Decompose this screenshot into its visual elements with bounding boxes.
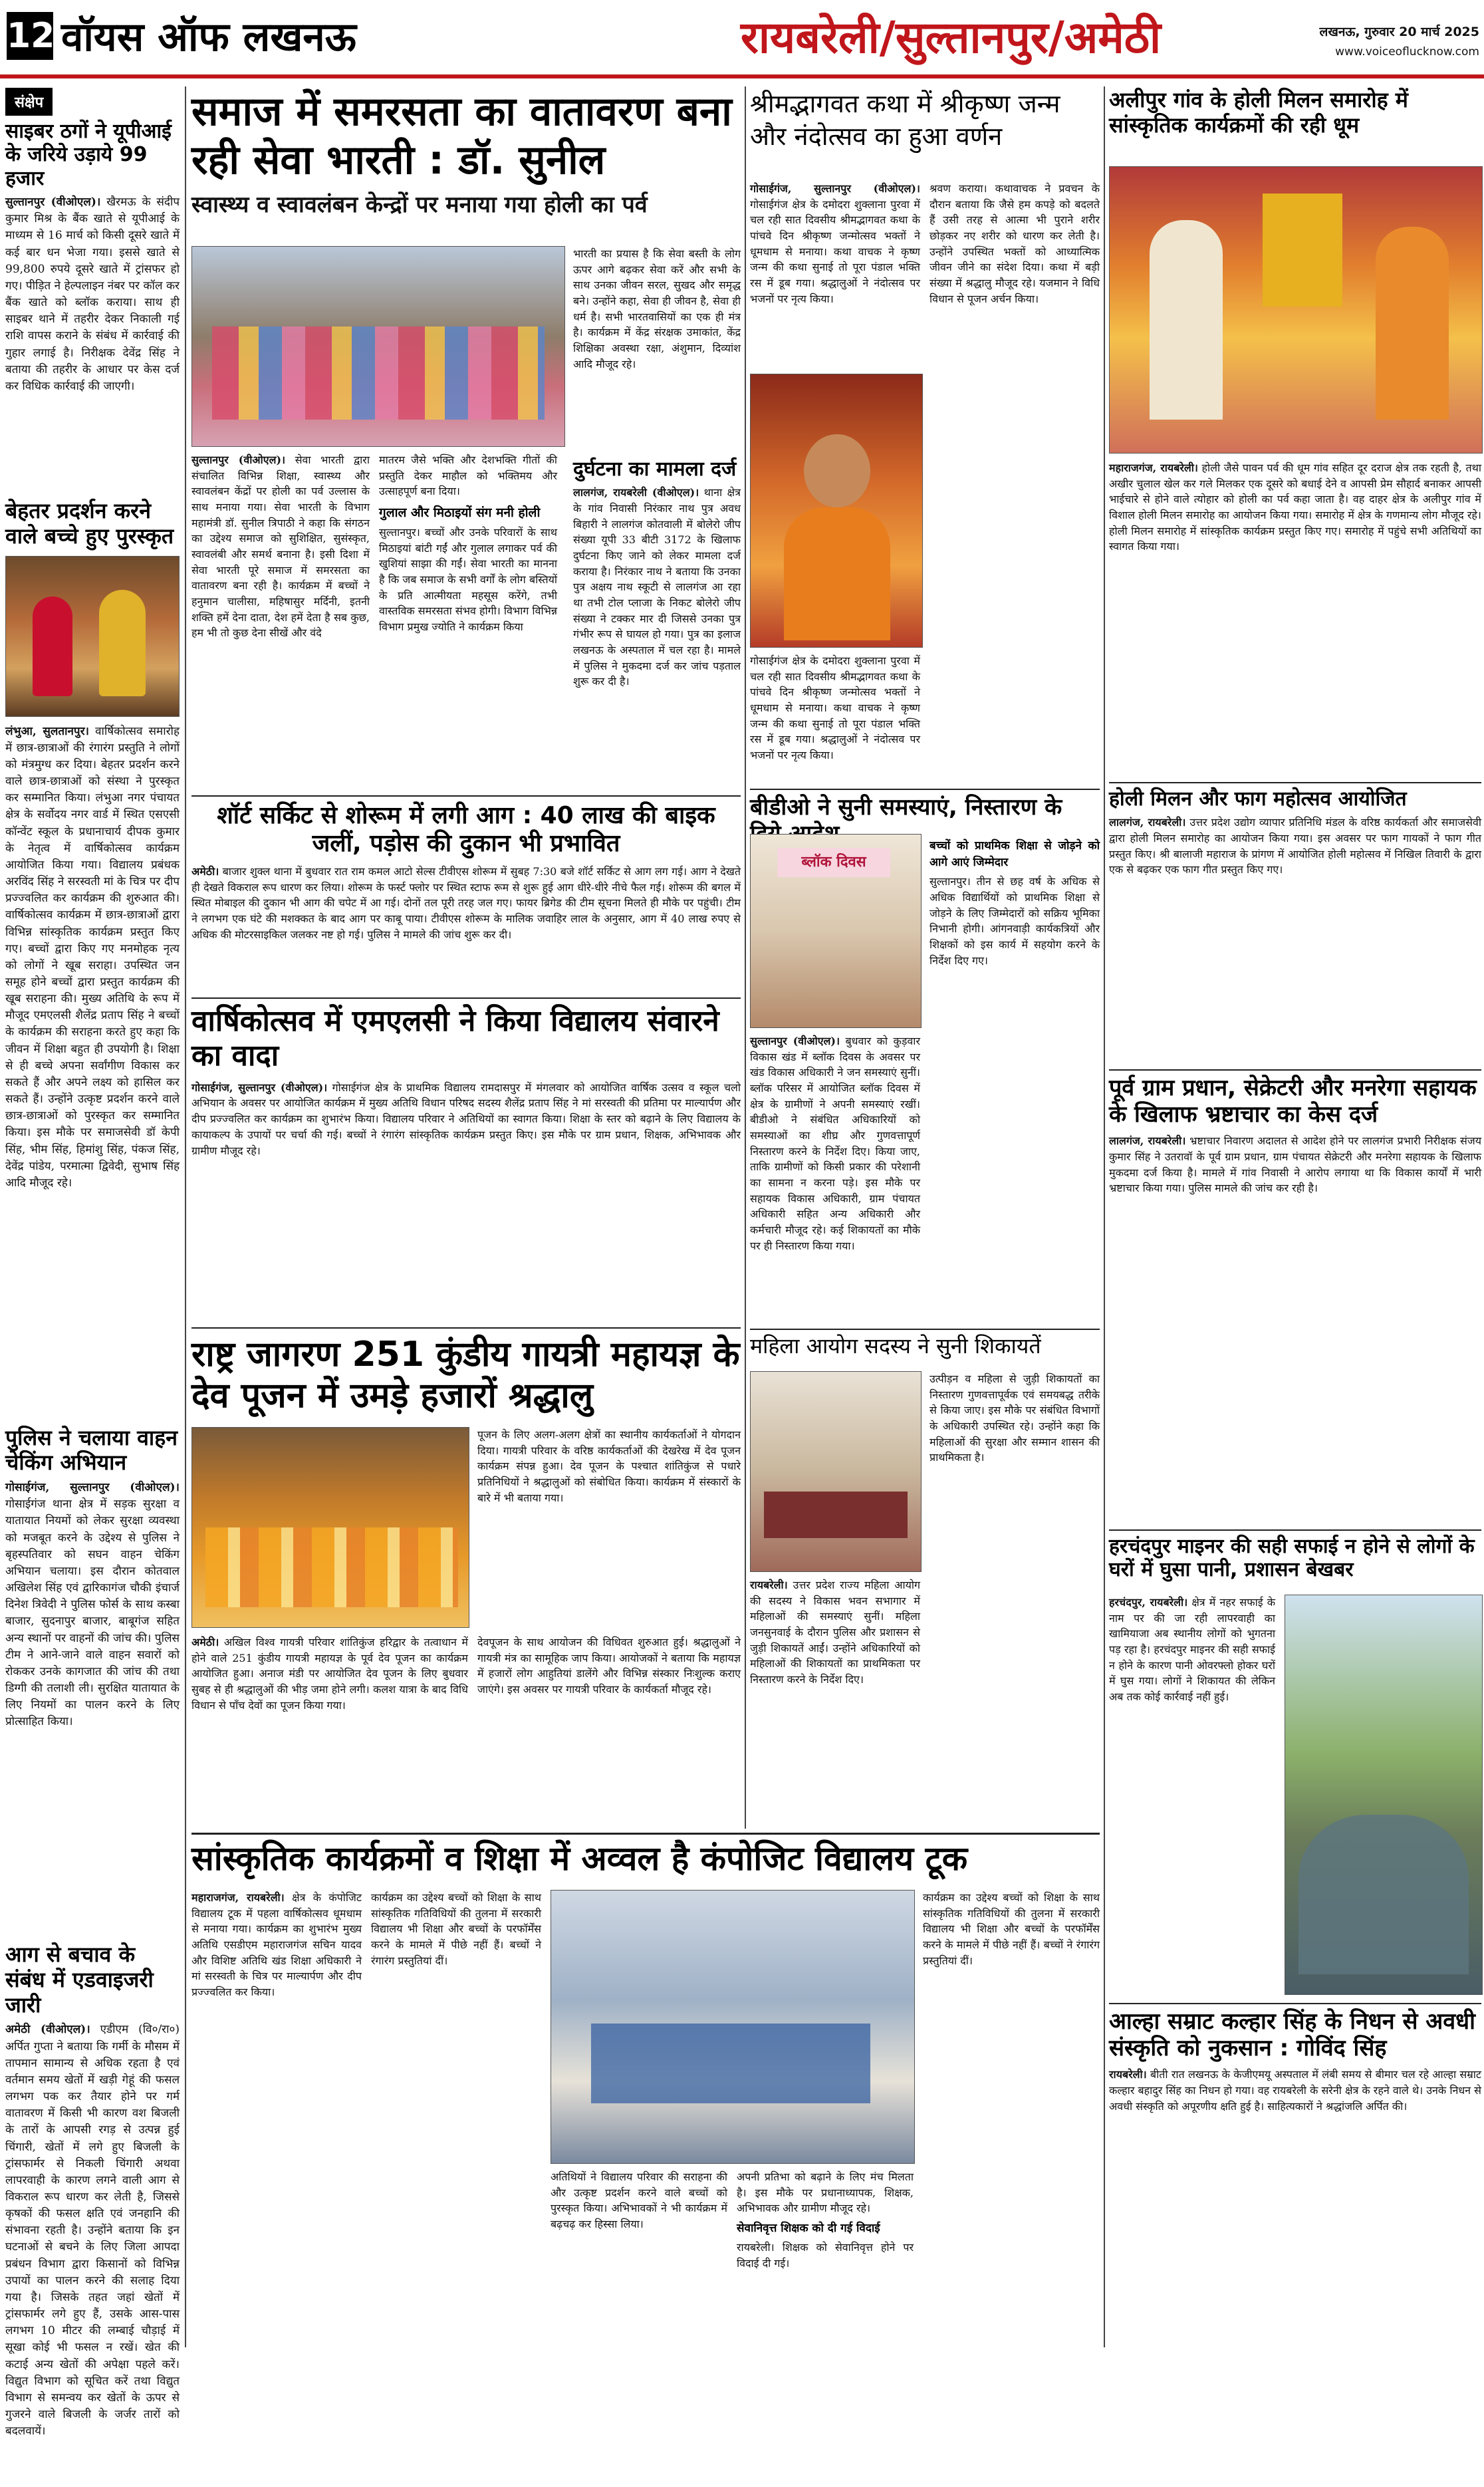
bhagwat-col2 bbox=[929, 181, 1100, 779]
bhagwat-col1b bbox=[750, 653, 920, 779]
page-number: 12 bbox=[7, 12, 53, 60]
holi-milan-photo bbox=[1109, 166, 1483, 454]
dateline: लालगंज, रायबरेली। bbox=[1109, 816, 1186, 829]
article-text: रायबरेली। शिक्षक को सेवानिवृत्त होने पर विदाई दी गई। bbox=[737, 2241, 914, 2270]
dateline: गोसाईगंज, सुल्तानपुर (वीओएल)। bbox=[5, 1481, 180, 1495]
sevabharati-col3 bbox=[573, 246, 741, 458]
holi-milan-headline: अलीपुर गांव के होली मिलन समारोह में सांस्कृतिक कार्यक्रमों की रही धूम bbox=[1109, 87, 1408, 138]
bhagwat-col1 bbox=[750, 181, 920, 367]
dateline: अमेठी। bbox=[191, 1636, 219, 1648]
holi-milan-text bbox=[1109, 460, 1481, 773]
article-text: किया जाए, ताकि ग्रामीणों को किसी प्रकार की परेशानी का सामना न करना पड़े। इस मौके पर सहायक विकास अधिकारी, ग्राम पंचायत अधिकारी सहित अन्य अधिकारी और कर्मचारी मौजूद रहे। कई शिकायतों का मौके पर ही निस्तारण किया गया। bbox=[750, 1144, 920, 1252]
pradhan-headline: पूर्व ग्राम प्रधान, सेक्रेटरी और मनरेगा सहायक के खिलाफ भ्रष्टाचार का केस दर्ज bbox=[1109, 1075, 1477, 1128]
paper-name: वॉयस ऑफ लखनऊ bbox=[61, 14, 356, 61]
sevabharati-headline: समाज में समरसता का वातावरण बना रही सेवा भारती : डॉ. सुनील bbox=[191, 88, 732, 184]
sankshep-headline-1: साइबर ठगों ने यूपीआई के जरिये उड़ाये 99 हजार bbox=[5, 120, 172, 190]
bdo-col1 bbox=[750, 1033, 920, 1319]
kalhar-headline: आल्हा सम्राट कल्हार सिंह के निधन से अवधी संस्कृति को नुकसान : गोविंद सिंह bbox=[1109, 2008, 1475, 2062]
article-text: देवपूजन के साथ आयोजन की विधिवत शुरुआत हुई। श्रद्धालुओं ने गायत्री मंत्र का सामूहिक जाप किया। आयोजकों ने बताया कि महायज्ञ में हजारों लोग आहुतियां डालेंगे और विभिन्न संस्कार निःशुल्क कराए जाएंगे। इस अवसर पर गायत्री परिवार के कार्यकर्ता मौजूद रहे। bbox=[477, 1636, 741, 1696]
pradhan-article bbox=[1109, 1075, 1481, 1527]
shortcircuit-text bbox=[191, 864, 741, 983]
article-text: उत्तर प्रदेश राज्य महिला आयोग की सदस्य ने विकास भवन सभागार में महिलाओं की समस्याएं सुनीं। महिला जनसुनवाई के दौरान पुलिस और प्रशासन से जुड़ी शिकायतें आईं। उन्होंने अधिकारियों को महिलाओं की शिकायतों का प्राथमिकता पर निस्तारण करने के निर्देश दिए। bbox=[750, 1579, 921, 1686]
article-text: थाना क्षेत्र के गांव निवासी निरंकार नाथ पुत्र अवध बिहारी ने लालगंज कोतवाली में बोलेरो जीप संख्या यूपी 33 बीटी 3172 के खिलाफ दुर्घटना किए जाने को लेकर मामला दर्ज कराया है। निरंकार नाथ ने बताया कि उनका पुत्र अक्षय नाथ स्कूटी से लालगंज आ रहा था तभी टोल प्लाजा के निकट बोलेरो जीप संख्या ने टक्कर मार दी जिससे उनका पुत्र गंभीर रूप से घायल हो गया। पुत्र का इलाज लखनऊ के अस्पताल में चल रहा है। मामले में पुलिस ने मुकदमा दर्ज कर जांच पड़ताल शुरू कर दी है। bbox=[573, 486, 741, 688]
article-text: कार्यक्रम का उद्देश्य बच्चों को शिक्षा के साथ सांस्कृतिक गतिविधियों की तुलना में सरकारी विद्यालय भी शिक्षा और बच्चों के परफॉर्मेंस करने के मामले में पीछे नहीं हैं। बच्चों ने रंगारंग प्रस्तुतियां दीं। bbox=[371, 1891, 541, 1967]
bdo-headline: बीडीओ ने सुनी समस्याएं, निस्तारण के bbox=[750, 794, 1062, 821]
minor-article bbox=[1109, 1535, 1481, 2000]
sevabharati-photo bbox=[191, 246, 565, 447]
bhagwat-article bbox=[750, 88, 1100, 786]
mahila-col2 bbox=[929, 1371, 1100, 1823]
bdo-col3 bbox=[929, 834, 1100, 1319]
sankshep-text-3 bbox=[5, 1480, 180, 1932]
sevabharati-subheading: गुलाल और मिठाइयों संग मनी होली bbox=[379, 505, 541, 521]
gayatri-col3 bbox=[477, 1635, 741, 1827]
mlc-headline: वार्षिकोत्सव में एमएलसी ने किया विद्यालय संवारने का वादा bbox=[191, 1004, 719, 1073]
article-text: क्षेत्र में नहर सफाई के नाम पर की जा रही लापरवाही का खामियाजा अब स्थानीय लोगों को भुगतना पड़ रहा है। हरचंदपुर माइनर की सही सफाई न होने के कारण पानी ओवरफ्लो होकर घरों में घुस गया। लोगों ने शिकायत की लेकिन अब तक कोई कार्रवाई नहीं हुई। bbox=[1109, 1596, 1275, 1704]
compojit-article bbox=[191, 1839, 1100, 2351]
pradhan-text bbox=[1109, 1133, 1481, 1512]
article-text: अखिल विश्व गायत्री परिवार शांतिकुंज हरिद्वार के तत्वाधान में होने वाले 251 कुंडीय गायत्री महायज्ञ के पूर्व देव पूजन का कार्यक्रम आयोजित हुआ। अनाज मंडी पर आयोजित देव पूजन के लिए बुधवार सुबह से ही श्रद्धालुओं की भीड़ जमा होने लगी। कलश यात्रा के बाद विधि विधान से पाँच देवों का पूजन किया गया। bbox=[191, 1636, 468, 1712]
bhagwat-headline: श्रीमद्भागवत कथा में श्रीकृष्ण जन्म और नंदोत्सव का हुआ वर्णन bbox=[750, 89, 1060, 152]
article-text: भारती का प्रयास है कि सेवा बस्ती के लोग ऊपर आगे बढ़कर सेवा करें और सभी के साथ उनका जीवन सरल, सुखद और समृद्ध बने। उन्होंने कहा, सेवा ही जीवन है, सेवा ही धर्म है। सभी भारतवासियों का एक ही मंत्र है। कार्यक्रम में केंद्र संरक्षक उमाकांत, केंद्र शिक्षिका अवस्था रक्षा, अंशुमान, दिव्यांश आदि मौजूद रहे। bbox=[573, 247, 741, 370]
dateline: हरचंदपुर, रायबरेली। bbox=[1109, 1596, 1188, 1609]
website-url[interactable]: www.voiceoflucknow.com bbox=[1335, 45, 1479, 59]
mahila-article bbox=[750, 1334, 1100, 1826]
compojit-col4 bbox=[737, 2169, 914, 2349]
dance-photo bbox=[5, 556, 180, 717]
article-text: अतिथियों ने विद्यालय परिवार की सराहना की और उत्कृष्ट प्रदर्शन करने वाले बच्चों को पुरस्कृत किया। अभिभावकों ने भी कार्यक्रम में बढ़चढ़ कर हिस्सा लिया। bbox=[551, 2170, 727, 2231]
holi-milan-article bbox=[1109, 88, 1481, 779]
section-rule bbox=[750, 1329, 1100, 1330]
article-text: भ्रष्टाचार निवारण अदालत से आदेश होने पर लालगंज प्रभारी निरीक्षक संजय कुमार सिंह ने उतरावॉ के पूर्व ग्राम प्रधान, ग्राम पंचायत सेक्रेटरी और मनरेगा सहायक के खिलाफ मुकदमा दर्ज किया है। मामले में गांव निवासी ने आरोप लगाया था कि विकास कार्यों में भारी भ्रष्टाचार किया गया। पुलिस मामले की जांच कर रही है। bbox=[1109, 1134, 1481, 1195]
dateline: गोसाईगंज, सुल्तानपुर (वीओएल)। bbox=[750, 182, 920, 195]
bdo-photo bbox=[750, 834, 922, 1028]
article-text: क्षेत्र के कंपोजिट विद्यालय टूक में पहला वार्षिकोत्सव धूमधाम से मनाया गया। कार्यक्रम का शुभारंभ मुख्य अतिथि एसडीएम महाराजगंज सचिन यादव और विशिष्ट अतिथि खंड शिक्षा अधिकारी ने मां सरस्वती के चित्र पर माल्यार्पण और दीप प्रज्ज्वलित कर किया। bbox=[191, 1891, 362, 1999]
dateline: सुल्तानपुर (वीओएल)। bbox=[5, 196, 101, 209]
kalhar-article bbox=[1109, 2008, 1481, 2347]
durghatna-headline: दुर्घटना का मामला दर्ज bbox=[573, 458, 737, 481]
sankshep-label: संक्षेप bbox=[5, 88, 53, 116]
mlc-text bbox=[191, 1080, 741, 1293]
fag-text bbox=[1109, 815, 1481, 1054]
dateline: रायबरेली। bbox=[750, 1579, 788, 1591]
article-text: गोसाईगंज क्षेत्र के प्राथमिक विद्यालय रामदासपुर में मंगलवार को आयोजित वार्षिक उत्सव व स्कूल चलो अभियान के अवसर पर आयोजित कार्यक्रम में मुख्य अतिथि विधान परिषद सदस्य शैलेंद्र प्रताप सिंह ने मां सरस्वती की प्रतिमा पर माल्यार्पण और दीप प्रज्ज्वलित कर कार्यक्रम का शुभारंभ किया। विद्यालय परिवार ने अतिथियों का स्वागत किया। शिक्षा के स्तर को बढ़ाने के लिए विद्यालय के कायाकल्प के उपायों पर चर्चा की गई। बच्चों ने रंगारंग सांस्कृतिक कार्यक्रम प्रस्तुत किए। इस मौके पर ग्राम प्रधान, शिक्षक, अभिभावक और ग्रामीण मौजूद रहे। bbox=[191, 1081, 741, 1157]
kalhar-text bbox=[1109, 2067, 1481, 2326]
issue-date: लखनऊ, गुरुवार 20 मार्च 2025 bbox=[1319, 25, 1479, 39]
dateline: लालगंज, रायबरेली (वीओएल)। bbox=[573, 486, 699, 499]
article-text: पूजन के लिए अलग-अलग क्षेत्रों का स्थानीय कार्यकर्ताओं ने योगदान दिया। गायत्री परिवार के वरिष्ठ कार्यकर्ताओं की देखरेख में देव पूजन कार्यक्रम संपन्न हुआ। देव पूजन के पश्चात शांतिकुंज से पधारे प्रतिनिधियों ने श्रद्धालुओं को संबोधित किया। कार्यक्रम में संस्कारों के बारे में भी बताया गया। bbox=[477, 1428, 741, 1504]
section-rule bbox=[191, 795, 741, 797]
minor-text bbox=[1109, 1595, 1275, 1994]
mahila-headline: महिला आयोग सदस्य ने सुनी शिकायतें bbox=[750, 1333, 1041, 1359]
mahila-col1 bbox=[750, 1577, 920, 1823]
gayatri-col1 bbox=[191, 1635, 468, 1827]
section-rule bbox=[191, 997, 741, 999]
dateline: लालगंज, रायबरेली। bbox=[1109, 1134, 1186, 1148]
sevabharati-subhead: स्वास्थ्य व स्वावलंबन केन्द्रों पर मनाया गया होली का पर्व bbox=[191, 192, 648, 219]
dateline: सुल्तानपुर (वीओएल)। bbox=[191, 454, 286, 466]
fag-article bbox=[1109, 787, 1481, 1067]
compojit-col5 bbox=[923, 1890, 1100, 2349]
sevabharati-col1 bbox=[191, 452, 370, 785]
article-text: कार्यक्रम का उद्देश्य बच्चों को शिक्षा के साथ सांस्कृतिक गतिविधियों की तुलना में सरकारी विद्यालय भी शिक्षा और बच्चों के परफॉर्मेंस करने के मामले में पीछे नहीं हैं। बच्चों ने रंगारंग प्रस्तुतियां दीं। bbox=[923, 1891, 1100, 1967]
compojit-subheading: सेवानिवृत्त शिक्षक को दी गई विदाई bbox=[737, 2222, 880, 2236]
sankshep-text-1 bbox=[5, 194, 180, 487]
shortcircuit-headline: शॉर्ट सर्किट से शोरूम में लगी आग : 40 लाख की बाइक जलीं, पड़ोस की दुकान भी प्रभावित bbox=[217, 802, 715, 858]
article-text: मातरम जैसे भक्ति और देशभक्ति गीतों की प्रस्तुति देकर माहौल को भक्तिमय और उत्साहपूर्ण बना दिया। bbox=[379, 454, 557, 498]
durghatna-text bbox=[573, 485, 741, 777]
bdo-banner: ब्लॉक दिवस bbox=[777, 848, 890, 877]
gayatri-article bbox=[191, 1334, 741, 1833]
article-text: गोसाईगंज क्षेत्र के दमोदरा शुक्लाना पुरवा में चल रही सात दिवसीय श्रीमद्भागवत कथा के पांचवे दिन श्रीकृष्ण जन्मोत्सव भक्तों ने धूमधाम से मनाया। कथा वाचक ने कृष्ण जन्म की कथा सुनाई तो पूरा पंडाल भक्ति रस में डूब गया। श्रद्धालुओं ने नंदोत्सव पर भजनों पर नृत्य किया। bbox=[750, 654, 920, 762]
sankshep-headline-4: आग से बचाव के संबंध में एडवाइजरी जारी bbox=[5, 1942, 154, 2018]
sevabharati-col2 bbox=[379, 452, 557, 785]
article-text: सेवा भारती द्वारा संचालित विभिन्न शिक्षा, स्वास्थ्य और स्वावलंबन केंद्रों पर होली का पर्व उल्लास के साथ मनाया गया। सेवा भारती के विभाग महामंत्री डॉ. सुनील त्रिपाठी ने कहा कि संगठन का उद्देश्य समाज को सुशिक्षित, सुसंस्कृत, स्वावलंबी और समर्थ बनाना है। इसी दिशा में सेवा भारती पूरे समाज में समरसता का वातावरण बना रही है। कार्यक्रम में बच्चों ने हनुमान चालीसा, महिषासुर मर्दिनी, इतनी शक्ति हमें देना दाता, देश हमें देता है सब कुछ, हम भी तो कुछ देना सीखें और वंदे bbox=[191, 454, 370, 640]
sankshep-headline-2: बेहतर प्रदर्शन करने वाले बच्चे हुए पुरस्कृत bbox=[5, 498, 174, 549]
yagya-photo bbox=[191, 1427, 469, 1628]
minor-headline: हरचंदपुर माइनर की सही सफाई न होने से लोगों के घरों में घुसा पानी, प्रशासन बेखबर bbox=[1109, 1535, 1475, 1582]
section-rule bbox=[191, 1327, 741, 1329]
bdo-subheading: बच्चों को प्राथमिक शिक्षा से जोड़ने को आगे आएं जिम्मेदार bbox=[929, 839, 1100, 870]
compojit-col2 bbox=[371, 1890, 541, 2349]
article-text: बुधवार को कुड़वार विकास खंड में ब्लॉक दिवस के अवसर पर खंड विकास अधिकारी ने जन समस्याएं सुनीं। ब्लॉक परिसर में आयोजित ब्लॉक दिवस में क्षेत्र के ग्रामीणों ने अपनी समस्याएं रखीं। बीडीओ ने संबंधित अधिकारियों को समस्याओं का शीघ्र और गुणवत्तापूर्ण निस्तारण करने के निर्देश दिए। bbox=[750, 1035, 920, 1158]
section-rule bbox=[191, 1833, 1100, 1835]
article-text: उत्तर प्रदेश उद्योग व्यापार प्रतिनिधि मंडल के वरिष्ठ कार्यकर्ता और समाजसेवी द्वारा होली मिलन समारोह का आयोजन किया गया। इस अवसर पर फाग गायकों ने फाग गीत प्रस्तुत किए। श्री बालाजी महाराज के प्रांगण में आयोजित होली महोत्सव में निखिल तिवारी के द्वारा एक से बढ़कर एक फाग गीत प्रस्तुत किए गए। bbox=[1109, 816, 1481, 876]
article-text: गोसाईगंज थाना क्षेत्र में सड़क सुरक्षा व यातायात नियमों को लेकर सुरक्षा व्यवस्था को मजबूत करने के उद्देश्य से पुलिस ने बृहस्पतिवार को सघन वाहन चेकिंग अभियान चलाया। इस दौरान कोतवाल अखिलेश सिंह एवं द्वारिकागंज चौकी इंचार्ज दिनेश त्रिवेदी ने पुलिस फोर्स के साथ कस्बा बाजार, सुदनापुर बाजार, बाबूगंज सहित अन्य स्थानों पर वाहनों की जांच की। पुलिस टीम ने आने-जाने वाले वाहन सवारों को रोककर उनके कागजात की जांच की तथा डिग्गी की तलाशी ली। सुरक्षित यातायात के लिए नियमों का पालन करने के लिए प्रोत्साहित किया। bbox=[5, 1498, 180, 1729]
article-text: श्रवण कराया। कथावाचक ने प्रवचन के दौरान बताया कि जैसे हम कपड़े को बदलते हैं उसी तरह से आत्मा भी पुराने शरीर छोड़कर नए शरीर को धारण कर लेती है। उन्होंने उपस्थित भक्तों को आध्यात्मिक जीवन जीने का संदेश दिया। कथा में बड़ी संख्या में श्रद्धालु मौजूद रहे। यजमान ने विधि विधान से पूजन अर्चन किया। bbox=[929, 182, 1100, 305]
dateline: महाराजगंज, रायबरेली। bbox=[191, 1891, 285, 1904]
mlc-article bbox=[191, 1004, 741, 1323]
section-rule bbox=[750, 789, 1100, 790]
waterlogging-photo bbox=[1285, 1595, 1483, 1995]
article-text: खैरमऊ के संदीप कुमार मिश्र के बैंक खाते से यूपीआई के माध्यम से 16 मार्च को किसी दूसरे खाते में कई बार धन भेजा गया। इससे खाते से 99,800 रुपये दूसरे खाते में ट्रांसफर हो गए। पीड़ित ने हेल्पलाइन नंबर पर कॉल कर बैंक खाते को ब्लॉक कराया। साथ ही साइबर थाने में तहरीर देकर निकाली गई राशि वापस कराने के संबंध में कार्रवाई की गुहार लगाई है। निरीक्षक देवेंद्र सिंह ने बताया की तहरीर के आधार पर केस दर्ज कर विधिक कार्रवाई की जाएगी। bbox=[5, 196, 180, 393]
section-rule bbox=[1109, 782, 1481, 783]
gayatri-col2 bbox=[477, 1427, 741, 1627]
mahila-photo bbox=[750, 1371, 922, 1572]
article-text: गोसाईगंज क्षेत्र के दमोदरा शुक्लाना पुरवा में चल रही सात दिवसीय श्रीमद्भागवत कथा के पांचवे दिन श्रीकृष्ण जन्मोत्सव भक्तों ने धूमधाम से मनाया। कथा वाचक ने कृष्ण जन्म की कथा सुनाई तो पूरा पंडाल भक्ति रस में डूब गया। श्रद्धालुओं ने नंदोत्सव पर भजनों पर नृत्य किया। bbox=[750, 197, 920, 305]
section-rule bbox=[1109, 2003, 1481, 2004]
kathavachak-photo bbox=[750, 374, 923, 648]
durghatna-article bbox=[573, 458, 741, 790]
compojit-col1 bbox=[191, 1890, 362, 2349]
fag-headline: होली मिलन और फाग महोत्सव आयोजित bbox=[1109, 787, 1407, 811]
sankshep-headline-3: पुलिस ने चलाया वाहन चेकिंग अभियान bbox=[5, 1424, 178, 1476]
sankshep-column bbox=[5, 88, 180, 2438]
section-rule bbox=[1109, 1529, 1481, 1531]
dateline: अमेठी (वीओएल)। bbox=[5, 2023, 90, 2037]
article-text: सुल्तानपुर। तीन से छह वर्ष के अधिक से अधिक विद्यार्थियों को प्राथमिक शिक्षा से जोड़ने के लिए जिम्मेदारों को सक्रिय भूमिका निभानी होगी। आंगनवाड़ी कार्यकत्रियों और शिक्षकों को इस कार्य में सहयोग करने के निर्देश दिए गए। bbox=[929, 875, 1100, 967]
edition-title: रायबरेली/सुल्तानपुर/अमेठी bbox=[740, 12, 1162, 63]
dateline: महाराजगंज, रायबरेली। bbox=[1109, 461, 1198, 474]
article-text: एडीएम (वि०/रा०) अर्पित गुप्ता ने बताया कि गर्मी के मौसम में तापमान सामान्य से अधिक रहता है एवं वर्तमान समय खेतों में खड़ी गेहूं की फसल लगभग पक कर तैयार होने पर गर्म वातावरण में किसी भी कारण वश बिजली के तारों के आपसी रगड़ से उत्पन्न हुई चिंगारी, खेतों में लगे हुए बिजली के ट्रांसफार्मर से निकली चिंगारी अथवा लापरवाही के कारण लगने वाली आग से विकराल रूप धारण कर लेती है, जिससे कृषकों की फसल क्षति एवं जनहानि की संभावना रहती है। उन्होंने बताया कि इन घटनाओं से बचने के लिए जिला आपदा प्रबंधन विभाग द्वारा किसानों को विभिन्न उपायों का पालन करने की सलाह दिया गया है। जिसके तहत जहां खेतों में ट्रांसफार्मर लगे हुए हैं, उसके आस-पास लगभग 10 मीटर की लम्बाई चौड़ाई में सूखा कोई भी फसल न रखें। खेत की कटाई अन्य खेतों की अपेक्षा पहले करें। विद्युत विभाग को सूचित करें तथा विद्युत विभाग से समन्वय कर खेतों के ऊपर से गुजरने वाले बिजली के जर्जर तारों को बदलवायें। bbox=[5, 2023, 180, 2438]
column-divider bbox=[185, 86, 186, 2347]
column-divider bbox=[745, 86, 746, 1829]
dateline: सुल्तानपुर (वीओएल)। bbox=[750, 1035, 840, 1047]
article-text: अपनी प्रतिभा को बढ़ाने के लिए मंच मिलता है। इस मौके पर प्रधानाध्यापक, शिक्षक, अभिभावक और ग्रामीण मौजूद रहे। bbox=[737, 2170, 914, 2215]
compojit-headline: सांस्कृतिक कार्यक्रमों व शिक्षा में अव्वल है कंपोजिट विद्यालय टूक bbox=[191, 1839, 968, 1878]
article-text: होली जैसे पावन पर्व की धूम गांव सहित दूर दराज क्षेत्र तक रहती है, तथा अखीर चुलाल खेल कर गले मिलकर एक दूसरे को बधाई देने व आपसी प्रेम सौहार्द बनाकर आपसी भाईचारे से होने वाले त्योहार को होली का पर्व कहा जाता है। वह दाहर क्षेत्र के अलीपुर गांव में विशाल होली मिलन समारोह का आयोजन किया गया। समारोह में क्षेत्र के गणमान्य लोग मौजूद रहे। होली मिलन समारोह में सांस्कृतिक कार्यक्रम प्रस्तुत किए गए। समारोह में पहुंचे सभी अतिथियों का स्वागत किया गया। bbox=[1109, 461, 1481, 553]
compojit-photo bbox=[551, 1890, 915, 2164]
article-text: वार्षिकोत्सव समारोह में छात्र-छात्राओं की रंगारंग प्रस्तुति ने लोगों को मंत्रमुग्ध कर दिया। बेहतर प्रदर्शन करने वाले छात्र-छात्राओं को संस्था ने पुरस्कृत कर सम्मानित किया। लंभुआ नगर पंचायत क्षेत्र के सर्वोदय नगर वार्ड में स्थित एसएसी कॉन्वेंट स्कूल के प्रधानाचार्य दीपक कुमार के नेतृत्व में वार्षिकोत्सव कार्यक्रम आयोजित किया गया। विद्यालय प्रबंधक अरविंद सिंह ने सरस्वती मां के चित्र पर दीप प्रज्ज्वलित कर कार्यक्रम की शुरुआत की। वार्षिकोत्सव कार्यक्रम में छात्र-छात्राओं द्वारा विभिन्न सांस्कृतिक कार्यक्रम प्रस्तुत किए गए। बच्चों द्वारा किए गए मनमोहक नृत्य को लोगों ने खूब सराहा। उपस्थित जन समूह होने बच्चों द्वारा प्रस्तुत कार्यक्रम की खूब सराहना की। मुख्य अतिथि के रूप में मौजूद एमएलसी शैलेंद्र प्रताप सिंह ने बच्चों के कार्यक्रम की सराहना करते हुए कहा कि जीवन में शिक्षा बहुत ही उपयोगी है। शिक्षा से ही बच्चे अपना सर्वांगीण विकास कर सकते हैं और अपने लक्ष्य को हासिल कर सकते हैं। उन्होंने उत्कृष्ट प्रदर्शन करने वाले छात्र-छात्राओं को पुरस्कृत कर सम्मानित किया। इस मौके पर समाजसेवी डॉ केपी सिंह, भीम सिंह, हिमांशु सिंह, पंकज सिंह, देवेंद्र पांडेय, परमात्मा द्विवेदी, सुभाष सिंह आदि मौजूद रहे। bbox=[5, 724, 180, 1190]
section-rule bbox=[1109, 1069, 1481, 1071]
dateline: अमेठी। bbox=[191, 864, 219, 878]
sankshep-text-4 bbox=[5, 2022, 180, 2487]
column-divider bbox=[1104, 86, 1105, 2347]
shortcircuit-article bbox=[191, 802, 741, 995]
bdo-article bbox=[750, 794, 1100, 1326]
dateline: गोसाईगंज, सुल्तानपुर (वीओएल)। bbox=[191, 1081, 328, 1094]
article-text: बीती रात लखनऊ के केजीएमयू अस्पताल में लंबी समय से बीमार चल रहे आल्हा सम्राट कल्हार बहादुर सिंह का निधन हो गया। वह रायबरेली के सरेनी क्षेत्र के रहने वाले थे। उनके निधन से अवधी संस्कृति को अपूरणीय क्षति हुई है। साहित्यकारों ने श्रद्धांजलि अर्पित की। bbox=[1109, 2068, 1481, 2113]
dateline: लंभुआ, सुलतानपुर। bbox=[5, 724, 89, 738]
article-text: सुल्तानपुर। बच्चों और उनके परिवारों के साथ मिठाइयां बांटी गईं और गुलाल लगाकर पर्व की खुशियां साझा की गईं। सेवा भारती का मानना है कि जब समाज के सभी वर्गों के लोग बस्तियों के प्रति आत्मीयता महसूस करेंगे, तभी वास्तविक समरसता संभव होगी। विभाग विभिन्न विभाग प्रमुख ज्योति ने कार्यक्रम किया bbox=[379, 526, 557, 634]
sankshep-text-2 bbox=[5, 723, 180, 1415]
compojit-col3 bbox=[551, 2169, 727, 2349]
dateline: रायबरेली। bbox=[1109, 2068, 1147, 2081]
masthead bbox=[0, 0, 1484, 78]
gayatri-headline: राष्ट्र जागरण 251 कुंडीय गायत्री महायज्ञ के देव पूजन में उमड़े हजारों श्रद्धालु bbox=[191, 1335, 740, 1416]
article-text: उत्पीड़न व महिला से जुड़ी शिकायतों का निस्तारण गुणवत्तापूर्वक एवं समयबद्ध तरीके से किया जाए। इस मौके पर संबंधित विभागों के अधिकारी उपस्थित रहे। उन्होंने कहा कि महिलाओं की सुरक्षा और सम्मान शासन की प्राथमिकता है। bbox=[929, 1373, 1100, 1464]
article-text: बाजार शुक्ल थाना में बुधवार रात राम कमल आटो सेल्स टीवीएस शोरूम में सुबह 7:30 बजे शॉर्ट सर्किट से आग लग गई। आग ने देखते ही देखते विकराल रूप धारण कर लिया। शोरूम के फर्स्ट फ्लोर पर स्थित स्टाफ रूम से शुरू हुई आग धीरे-धीरे नीचे फैल गई। शोरूम की बगल में स्थित मोबाइल की दुकान भी आग की चपेट में आ गई। दोनों तल पूरी तरह जल गए। फायर ब्रिगेड की टीम सूचना मिलते ही मौके पर पहुंची। टीम ने लगभग एक घंटे की मशक्कत के बाद आग पर काबू पाया। टीवीएस शोरूम के मालिक जवाहिर लाल के अनुसार, आग में 40 लाख रुपए से अधिक की मोटरसाइकिल जलकर नष्ट हो गई। पुलिस ने मामले की जांच शुरू कर दी। bbox=[191, 864, 741, 941]
